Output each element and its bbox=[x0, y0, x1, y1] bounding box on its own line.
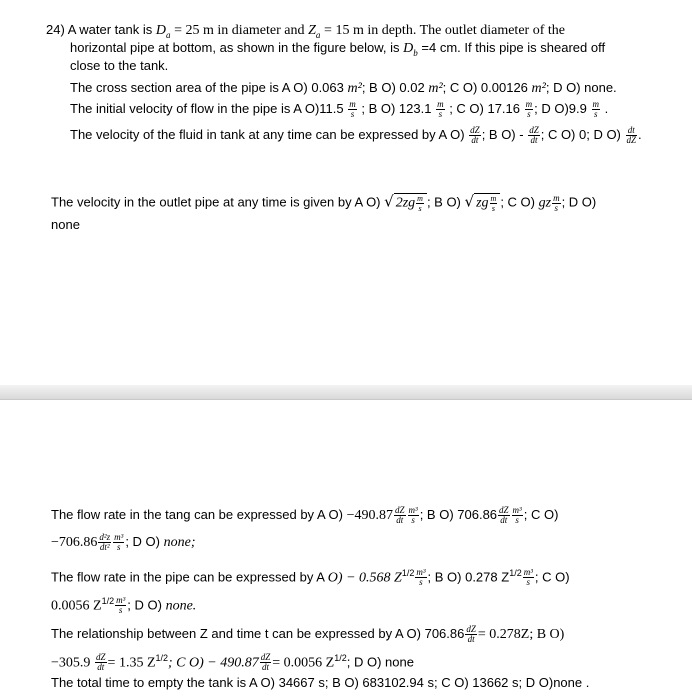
question-number: 24) bbox=[46, 22, 65, 37]
flow-pipe-cont: 0.0056 $Z^{1/2}$ $\frac{\text{m³}}{s}$ ; D O) none. bbox=[51, 595, 197, 616]
outlet-velocity-cont: none bbox=[51, 217, 80, 232]
flow-tank-options: The flow rate in the tang can be expressed by A O) −490.87 $\frac{dZ}{dt}$ $\frac{\text{m³}}{s}$ ; B O) 706.86 $\frac{dZ}{dt}$ $\frac{\text{m³}}{s}$ ; C O) bbox=[51, 505, 559, 525]
relation-options: The relationship between Z and time t can be expressed by A O) 706.86 $\frac{dZ}{dt}$ = 0.278Z; B O) bbox=[51, 624, 565, 644]
relation-cont: −305.9 $\frac{dZ}{dt}$ = 1.35 $Z^{1/2}$; C O) − 490.87 $\frac{dZ}{dt}$ = 0.0056 $Z^{1/2}$; D O) none bbox=[51, 652, 414, 673]
question-line-1: 24) A water tank is $D_a = 25$ m in diameter and $Z_a = 15$ m in depth. The outlet diameter of the bbox=[46, 22, 565, 40]
cross-section-options: The cross section area of the pipe is A O) 0.063 m²; B O) 0.02 m²; C O) 0.00126 m²; D O) none. bbox=[70, 80, 617, 96]
initial-velocity-options: The initial velocity of flow in the pipe is A O)11.5 $\frac{m}{s}$ ; B O) 123.1 $\frac{m}{s}$ ; C O) 17.16 $\frac{m}{s}$ ; D O)9.9 $\frac{m}{s}$ . bbox=[70, 99, 609, 119]
divider-line bbox=[0, 399, 692, 400]
flow-pipe-options: The flow rate in the pipe can be expressed by A O) − 0.568 $Z^{1/2}$ $\frac{\text{m³}}{s}$ ; B O) 0.278 $Z^{1/2}$ $\frac{\text{m³}}{s}$ ; C O) bbox=[51, 567, 570, 588]
outlet-velocity-options: The velocity in the outlet pipe at any time is given by A O) √ 2zg $\frac{m}{s}$ ; B O) √ zg $\frac{m}{s}$ ; C O) gz $\frac{m}{s}$ ; D O) bbox=[51, 192, 597, 213]
tank-velocity-options: The velocity of the fluid in tank at any time can be expressed by A O) $\frac{dZ}{dt}$ ; B O) - $\frac{dZ}{dt}$ ; C O) 0; D O) $\frac{dt}{dZ}$ . bbox=[70, 125, 642, 145]
total-time-options: The total time to empty the tank is A O) 34667 s; B O) 683102.94 s; C O) 13662 s; D O)none . bbox=[51, 675, 590, 690]
section-divider bbox=[0, 385, 692, 399]
flow-tank-cont: −706.86 $\frac{\text{d²z}}{\text{dt²}}$ $\frac{\text{m³}}{s}$ ; D O) none; bbox=[51, 532, 196, 552]
question-line-3: close to the tank. bbox=[70, 58, 169, 73]
question-line-2: horizontal pipe at bottom, as shown in the figure below, is $D_b =4$ cm. If this pipe is sheared off bbox=[70, 40, 606, 58]
